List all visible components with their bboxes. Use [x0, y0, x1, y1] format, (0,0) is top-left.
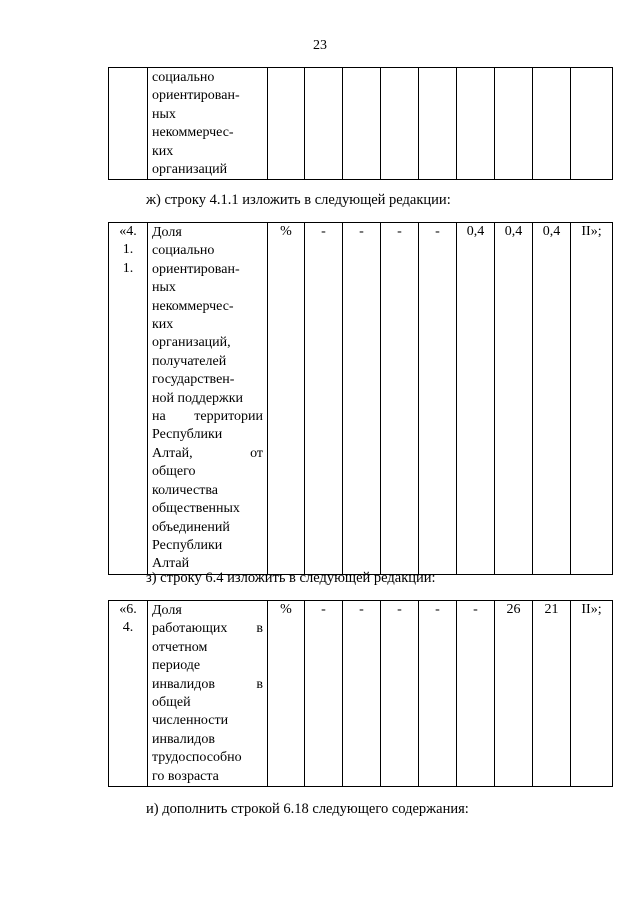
value-cell: 0,4	[457, 223, 495, 575]
text-line: ких	[152, 143, 174, 159]
paragraph-zh: ж) строку 4.1.1 изложить в следующей редакции:	[146, 192, 451, 208]
text-line: ких	[152, 317, 174, 333]
text-line: получателей	[152, 353, 227, 369]
value-cell	[381, 68, 419, 180]
text-line: трудоспособно	[152, 750, 242, 766]
text-line	[152, 620, 263, 638]
text-line: Республики	[152, 537, 223, 553]
text-line	[152, 676, 263, 694]
row-number-cell	[109, 601, 148, 787]
table-row-6-4	[108, 600, 613, 787]
value-cell: -	[305, 601, 343, 787]
text-line: го возраста	[152, 768, 219, 784]
text-line: Республики	[152, 427, 223, 443]
value-cell	[495, 68, 533, 180]
last-cell	[571, 68, 613, 180]
text-line: общественных	[152, 501, 240, 517]
text-line: периоде	[152, 658, 201, 674]
value-cell: 26	[495, 601, 533, 787]
value-cell: -	[381, 223, 419, 575]
text-fragment: работающих	[152, 621, 228, 637]
text-line: общей	[152, 695, 191, 711]
indicator-name-cell	[148, 601, 268, 787]
text-line: некоммерчес-	[152, 125, 234, 141]
text-line: 1.	[122, 260, 134, 276]
value-cell: -	[419, 601, 457, 787]
row-number-cell	[109, 223, 148, 575]
indicator-name-cell	[148, 68, 268, 180]
text-line: 4.	[122, 620, 134, 636]
value-cell: -	[457, 601, 495, 787]
value-cell: -	[419, 223, 457, 575]
text-line: количества	[152, 482, 218, 498]
text-fragment: от	[250, 445, 263, 461]
text-line: ной поддержки	[152, 390, 243, 406]
text-line: социально	[152, 70, 215, 85]
text-line: Алтай	[152, 556, 190, 572]
text-line: численности	[152, 713, 229, 729]
table-row-4-1-1	[108, 222, 613, 575]
unit-cell: %	[268, 601, 305, 787]
text-line: объединений	[152, 519, 230, 535]
table-row	[109, 68, 613, 180]
text-line: ных	[152, 106, 176, 122]
row-number-cell	[109, 68, 148, 180]
unit-cell	[268, 68, 305, 180]
text-line: «4.	[119, 224, 137, 239]
text-fragment: на	[152, 409, 166, 425]
text-line: Доля	[152, 225, 182, 240]
value-cell: 0,4	[495, 223, 533, 575]
page-number: 23	[313, 38, 327, 53]
paragraph-i: и) дополнить строкой 6.18 следующего содержания:	[146, 801, 469, 817]
text-line: Доля	[152, 603, 182, 618]
table-fragment-continuation	[108, 67, 613, 180]
text-fragment: территории	[194, 409, 263, 425]
last-cell: II»;	[571, 601, 613, 787]
text-line	[152, 445, 263, 463]
value-cell: -	[381, 601, 419, 787]
text-line: организаций,	[152, 335, 231, 351]
text-line: инвалидов	[152, 731, 215, 747]
value-cell: -	[343, 601, 381, 787]
text-line: общего	[152, 464, 196, 480]
paragraph-z: з) строку 6.4 изложить в следующей редакции:	[146, 570, 436, 586]
text-line: 1.	[122, 242, 134, 258]
value-cell	[533, 68, 571, 180]
text-line: некоммерчес-	[152, 298, 234, 314]
table-row	[109, 223, 613, 575]
text-line	[152, 408, 263, 426]
last-cell: II»;	[571, 223, 613, 575]
text-line: ориентирован-	[152, 88, 240, 104]
value-cell	[305, 68, 343, 180]
value-cell	[457, 68, 495, 180]
value-cell	[343, 68, 381, 180]
unit-cell: %	[268, 223, 305, 575]
text-line: ных	[152, 280, 176, 296]
text-line: социально	[152, 243, 215, 259]
value-cell	[419, 68, 457, 180]
indicator-name-cell	[148, 223, 268, 575]
value-cell: -	[305, 223, 343, 575]
text-line: организаций	[152, 162, 228, 178]
text-line: ориентирован-	[152, 261, 240, 277]
text-line: отчетном	[152, 639, 208, 655]
text-fragment: в	[256, 621, 263, 637]
text-fragment: инвалидов	[152, 676, 215, 692]
value-cell: -	[343, 223, 381, 575]
value-cell: 21	[533, 601, 571, 787]
text-line: «6.	[119, 602, 137, 617]
value-cell: 0,4	[533, 223, 571, 575]
text-fragment: в	[256, 676, 263, 692]
text-line: государствен-	[152, 372, 235, 388]
table-row	[109, 601, 613, 787]
text-fragment: Алтай,	[152, 445, 193, 461]
